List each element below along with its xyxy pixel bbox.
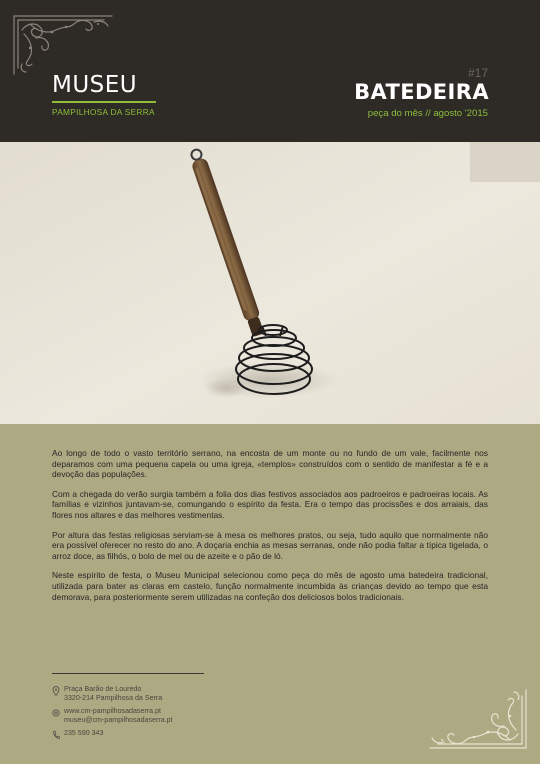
contact-web xyxy=(52,707,173,725)
paragraph: Ao longo de todo o vasto território serrano, na encosta de um monte ou no fundo de um vale, facilmente nos deparamos com uma pequena capela ou uma igreja, «templos» construídos com o sentido de manifestar a fé e a devoção das populações. xyxy=(52,448,488,480)
contact-phone xyxy=(52,729,103,738)
contact-address xyxy=(52,685,162,703)
paragraph: Neste espírito de festa, o Museu Municipal selecionou como peça do mês de agosto uma batedeira tradicional, utilizada para bater as claras em castelo, função normalmente incumbida às crianças devido ao tempo que esta demorava, para posteriormente serem utilizadas na confeção dos deliciosos bolos tradicionais. xyxy=(52,570,488,602)
phone-icon xyxy=(52,730,60,740)
phone-number: 235 590 343 xyxy=(64,729,104,737)
whisk-image xyxy=(0,142,540,424)
header-band xyxy=(0,0,540,142)
whisk-photo xyxy=(0,142,540,424)
email-icon xyxy=(52,708,60,718)
corner-ornament-icon xyxy=(8,8,120,78)
location-pin-icon xyxy=(52,686,60,696)
logo-underline xyxy=(52,101,156,103)
corner-ornament-icon xyxy=(424,684,532,756)
museum-logo-title: MUSEU xyxy=(52,72,138,98)
postal-line: 3320-214 Pampilhosa da Serra xyxy=(64,694,163,702)
paragraph: Por altura das festas religiosas serviam-se à mesa os melhores pratos, ou seja, tudo aquilo que normalmente não era possível oferecer no resto do ano. A doçaria enchia as mesas serranas, onde não podia faltar a típica tigelada, o arroz doce, as filhós, o bolo de mel ou de azeite e o pão de ló. xyxy=(52,529,488,561)
email-link[interactable]: museu@cm-pampilhosadaserra.pt xyxy=(64,716,173,724)
article-body xyxy=(52,448,488,611)
address-line: Praça Barão de Louredo xyxy=(64,685,142,693)
piece-of-month-date: peça do mês // agosto '2015 xyxy=(367,108,488,119)
piece-title: BATEDEIRA xyxy=(354,80,489,104)
museum-logo-subtitle: PAMPILHOSA DA SERRA xyxy=(52,107,155,117)
paragraph: Com a chegada do verão surgia também a folia dos dias festivos associados aos padroeiros e padroeiras locais. As famílias e vizinhos juntavam-se, comungando o espírito da festa. Era o tempo das procissões e dos arraiais, das flores nos altares e das melhores vestimentas. xyxy=(52,488,488,520)
footer-divider xyxy=(52,673,204,674)
issue-number: #17 xyxy=(467,66,488,80)
website-link[interactable]: www.cm-pampilhosadaserra.pt xyxy=(64,707,161,715)
